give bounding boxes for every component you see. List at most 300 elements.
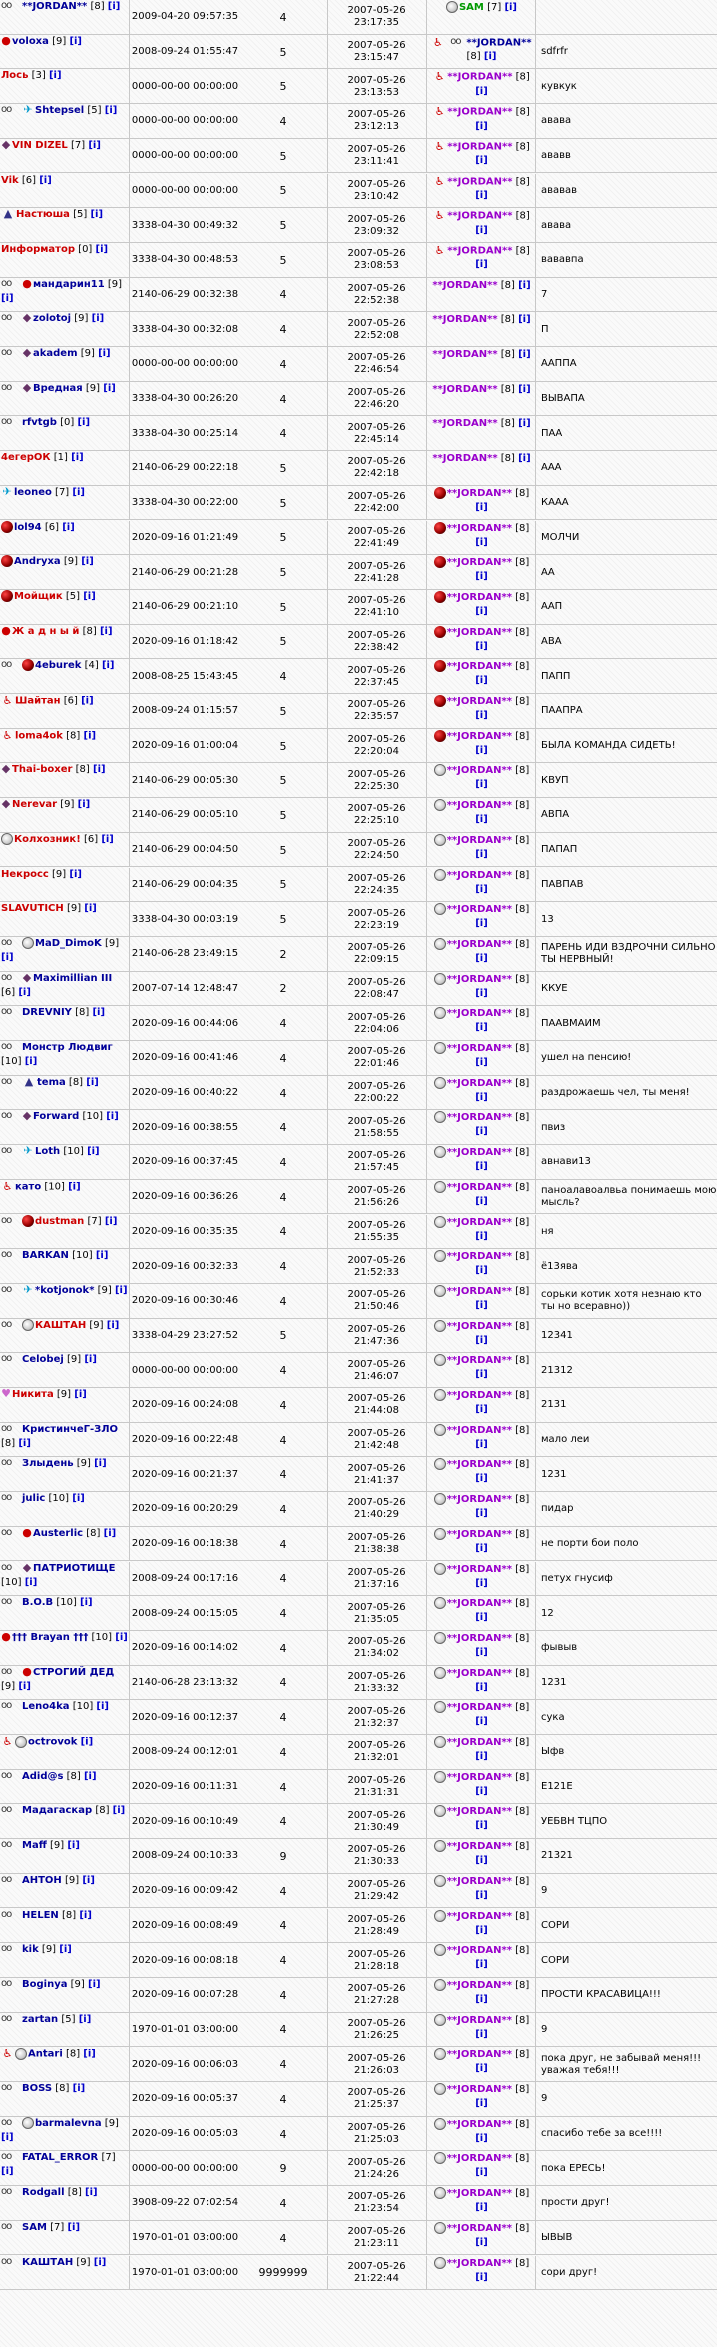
user-nick-link[interactable]: Thai-boxer [12,764,73,776]
user-nick-link[interactable]: **JORDAN** [22,1,88,12]
user-nick-link[interactable]: Adid@s [22,1770,64,1782]
user-info-link[interactable]: [i] [475,1681,488,1693]
user-nick-link[interactable]: Мойщик [14,590,63,602]
user-nick-link[interactable]: **JORDAN** [446,973,512,985]
user-nick-link[interactable]: **JORDAN** [446,1598,512,1610]
user-nick-link[interactable]: СТРОГИЙ ДЕД [33,1666,115,1678]
user-nick-link[interactable]: **JORDAN** [432,453,498,465]
user-info-link[interactable]: [i] [475,2167,488,2179]
user-nick-link[interactable]: Loth [35,1146,61,1158]
user-info-link[interactable]: [i] [80,1736,94,1748]
user-nick-link[interactable]: **JORDAN** [446,1841,512,1853]
user-nick-link[interactable]: **JORDAN** [446,487,512,499]
user-nick-link[interactable]: **JORDAN** [446,1910,512,1922]
user-info-link[interactable]: [i] [81,695,94,707]
user-info-link[interactable]: [i] [475,1785,488,1797]
user-info-link[interactable]: [i] [84,903,97,915]
user-nick-link[interactable]: Монстр Людвиг [22,1042,113,1053]
user-info-link[interactable]: [i] [71,452,84,464]
user-info-link[interactable]: [i] [24,1576,38,1588]
user-info-link[interactable]: [i] [77,417,91,429]
user-info-link[interactable]: [i] [475,1889,488,1901]
message-cell-text: ПАПАП [541,844,578,856]
user-nick-link[interactable]: **JORDAN** [446,1008,512,1020]
user-info-link[interactable]: [i] [475,1369,488,1381]
user-info-link[interactable]: [i] [88,139,101,151]
user-nick-link[interactable]: **JORDAN** [446,1355,512,1367]
user-info-link[interactable]: [i] [72,1493,85,1505]
user-info-link[interactable]: [i] [1,2131,14,2143]
user-nick-link[interactable]: **JORDAN** [446,1806,512,1818]
user-info-link[interactable]: [i] [81,556,94,568]
user-info-link[interactable]: [i] [98,348,111,359]
glasses-icon: oo [1,1665,12,1677]
sender-cell [0,1492,130,1527]
user-nick-link[interactable]: SAM [22,2221,47,2233]
user-nick-link[interactable]: voloxa [12,35,49,47]
user-info-link[interactable]: [i] [59,1944,72,1956]
user-info-link[interactable]: [i] [475,1612,488,1624]
sender-cell [0,2117,130,2152]
receiver-cell [426,1457,536,1492]
user-nick-link[interactable]: **JORDAN** [446,730,512,742]
user-info-link[interactable]: [i] [115,1631,128,1643]
user-nick-link[interactable]: **JORDAN** [446,1181,512,1193]
user-info-link[interactable]: [i] [82,1874,95,1886]
user-info-link[interactable]: [i] [103,382,116,394]
user-nick-link[interactable]: **JORDAN** [432,383,498,395]
user-nick-link[interactable]: **JORDAN** [446,522,512,534]
user-nick-link[interactable]: Никита [12,1389,54,1400]
user-info-link[interactable]: [i] [475,640,488,652]
user-info-link[interactable]: [i] [475,1091,488,1103]
user-info-link[interactable]: [i] [87,1146,100,1158]
wheel-icon: ♿ [432,35,443,49]
table-row [0,1978,717,2013]
user-info-link[interactable]: [i] [475,1751,488,1762]
user-info-link[interactable]: [i] [475,190,488,201]
user-nick-link[interactable]: Информатор [1,243,75,255]
user-nick-link[interactable]: Мадагаскар [22,1805,93,1817]
received-date-cell-text: 2007-05-26 22:38:42 [347,629,406,653]
user-info-link[interactable]: [i] [475,710,488,721]
user-nick-link[interactable]: akadem [33,348,78,359]
user-nick-link[interactable]: **JORDAN** [432,314,498,326]
user-nick-link[interactable]: **JORDAN** [446,2049,512,2061]
user-nick-link[interactable]: **JORDAN** [446,1875,512,1887]
user-info-link[interactable]: [i] [78,2013,92,2025]
user-nick-link[interactable]: Antari [28,2048,63,2060]
user-nick-link[interactable]: **JORDAN** [446,1285,512,1297]
user-info-link[interactable]: [i] [518,453,531,465]
user-nick-link[interactable]: **JORDAN** [446,1771,512,1783]
user-info-link[interactable]: [i] [475,1022,488,1034]
user-nick-link[interactable]: Austerlic [33,1527,84,1539]
user-info-link[interactable]: [i] [475,675,488,687]
user-nick-link[interactable]: **JORDAN** [446,557,512,569]
user-nick-link[interactable]: zolotoj [33,313,72,325]
user-nick-link[interactable]: Колхозник! [14,833,81,845]
user-nick-link[interactable]: ††† Brayan ††† [12,1631,89,1643]
user-nick-link[interactable]: КАШТАН [35,1319,87,1331]
glasses-icon: oo [1,2220,12,2232]
user-nick-link[interactable]: BARKAN [22,1250,69,1262]
user-info-link[interactable]: [i] [518,349,531,360]
user-nick-link[interactable]: dustman [35,1215,85,1227]
user-info-link[interactable]: [i] [88,1978,101,1990]
user-info-link[interactable]: [i] [475,883,488,895]
user-info-link[interactable]: [i] [99,625,113,637]
table-row [0,2256,717,2291]
receiver-cell [426,2013,536,2048]
user-nick-link[interactable]: **JORDAN** [446,2222,512,2234]
user-info-link[interactable]: [i] [24,1056,38,1067]
user-nick-link[interactable]: **JORDAN** [446,2257,512,2269]
sent-date-cell [131,729,239,764]
user-level: [8] [75,764,90,776]
user-nick-link[interactable]: Celobej [22,1354,64,1366]
user-nick-link[interactable]: **JORDAN** [446,1216,512,1228]
user-nick-link[interactable]: Maff [22,1840,47,1852]
user-nick-link[interactable]: DREVNIY [22,1007,72,1019]
user-nick-link[interactable]: BOSS [22,2083,53,2094]
message-cell-text: БЫЛА КОМАНДА СИДЕТЬ! [541,740,676,752]
user-nick-link[interactable]: Настюша [16,209,70,221]
user-info-link[interactable]: [i] [79,1909,92,1921]
user-info-link[interactable]: [i] [93,764,106,776]
user-info-link[interactable]: [i] [83,730,97,742]
received-date-cell [327,1666,425,1701]
message-cell-text: пвиз [541,1121,566,1133]
user-nick-link[interactable]: **JORDAN** [446,1979,512,1991]
user-nick-link[interactable]: Вредная [33,382,83,394]
user-nick-link[interactable]: Vik [1,174,19,186]
user-info-link[interactable]: [i] [475,1473,488,1485]
user-info-link[interactable]: [i] [518,383,531,395]
user-info-link[interactable]: [i] [475,2063,488,2075]
user-info-link[interactable]: [i] [83,1770,97,1782]
user-nick-link[interactable]: Maximillian III [33,972,113,984]
user-info-link[interactable]: [i] [518,418,531,430]
user-info-link[interactable]: [i] [84,1354,97,1366]
user-info-link[interactable]: [i] [475,1716,488,1728]
user-nick-link[interactable]: Шайтан [15,695,61,707]
sent-date-cell-text: 2020-09-16 00:40:22 [131,1087,239,1099]
user-info-link[interactable]: [i] [91,313,105,325]
user-nick-link[interactable]: мандарин11 [33,278,105,290]
user-nick-link[interactable]: **JORDAN** [447,245,513,257]
user-nick-link[interactable]: FATAL_ERROR [22,2152,99,2164]
user-info-link[interactable]: [i] [475,1542,488,1554]
user-nick-link[interactable]: **JORDAN** [446,1945,512,1957]
user-nick-link[interactable]: **JORDAN** [446,1390,512,1401]
user-info-link[interactable]: [i] [68,1181,81,1193]
sent-date-cell [131,763,239,798]
user-nick-link[interactable]: **JORDAN** [446,2118,512,2130]
user-info-link[interactable]: [i] [77,799,91,811]
user-info-link[interactable]: [i] [518,279,531,291]
user-nick-link[interactable]: Andryxa [14,556,61,568]
sent-date-cell-text: 2140-06-29 00:04:50 [131,844,239,856]
user-nick-link[interactable]: **JORDAN** [446,591,512,603]
smile-icon [434,1701,446,1713]
user-info-link[interactable]: [i] [475,744,488,756]
user-info-link[interactable]: [i] [475,224,488,236]
user-info-link[interactable]: [i] [101,833,114,845]
amount-cell [240,763,326,798]
user-nick-link[interactable]: zartan [22,2013,59,2025]
user-nick-link[interactable]: **JORDAN** [447,176,513,187]
user-nick-link[interactable]: rfvtgb [22,417,57,429]
sent-date-cell-text: 2140-06-29 00:05:10 [131,809,239,821]
user-nick-link[interactable]: **JORDAN** [446,2084,512,2095]
user-info-link[interactable]: [i] [92,1007,106,1019]
user-nick-link[interactable]: **JORDAN** [446,1702,512,1714]
user-info-link[interactable]: [i] [74,1389,87,1400]
user-nick-link[interactable]: като [15,1181,42,1193]
user-info-link[interactable]: [i] [86,1076,99,1088]
user-nick-link[interactable]: **JORDAN** [446,661,512,673]
user-nick-link[interactable]: **JORDAN** [446,800,512,812]
user-info-link[interactable]: [i] [475,1993,488,2005]
user-info-link[interactable]: [i] [104,105,118,117]
user-nick-link[interactable]: julic [22,1493,46,1505]
user-info-link[interactable]: [i] [104,1215,118,1227]
user-info-link[interactable]: [i] [475,1820,488,1832]
user-info-link[interactable]: [i] [475,1577,488,1589]
user-info-link[interactable]: [i] [475,1855,488,1867]
user-nick-link[interactable]: Boginya [22,1978,68,1990]
user-nick-link[interactable]: **JORDAN** [446,1563,512,1575]
user-nick-link[interactable]: **JORDAN** [432,349,498,360]
user-info-link[interactable]: [i] [475,1161,488,1173]
user-nick-link[interactable]: tema [37,1076,66,1088]
user-nick-link[interactable]: octrovok [28,1736,78,1748]
user-nick-link[interactable]: **JORDAN** [446,1320,512,1332]
user-nick-link[interactable]: **JORDAN** [446,1494,512,1506]
user-info-link[interactable]: [i] [62,521,75,533]
user-nick-link[interactable]: **JORDAN** [446,1112,512,1124]
user-info-link[interactable]: [i] [67,1840,80,1852]
user-nick-link[interactable]: **JORDAN** [446,2188,512,2200]
user-nick-link[interactable]: **JORDAN** [446,1147,512,1159]
user-info-link[interactable]: [i] [504,2,518,13]
user-info-link[interactable]: [i] [1,292,14,304]
amount-cell [240,2256,326,2291]
user-info-link[interactable]: [i] [83,2048,96,2060]
user-nick-link[interactable]: Shtepsel [35,105,85,117]
user-nick-link[interactable]: Nerevar [12,799,58,811]
user-level: [9] [56,1389,72,1400]
user-nick-link[interactable]: **JORDAN** [446,1424,512,1436]
user-info-link[interactable]: [i] [1,951,14,963]
user-info-link[interactable]: [i] [475,1299,488,1311]
user-nick-link[interactable]: kik [22,1944,39,1956]
message-cell-text: 1231 [541,1676,567,1688]
user-nick-link[interactable]: **JORDAN** [446,1459,512,1471]
user-info-link[interactable]: [i] [475,918,488,930]
user-info-link[interactable]: [i] [475,1195,488,1207]
user-info-link[interactable]: [i] [475,987,488,999]
user-nick-link[interactable]: КристинчеГ-ЗЛО [22,1423,119,1435]
user-info-link[interactable]: [i] [475,536,488,548]
user-info-link[interactable]: [i] [96,1701,109,1713]
user-info-link[interactable]: [i] [95,1250,109,1262]
user-info-link[interactable]: [i] [475,1057,488,1068]
user-nick-link[interactable]: Злыдень [22,1458,74,1470]
user-nick-link[interactable]: VIN DIZEL [12,139,68,151]
user-info-link[interactable]: [i] [475,1126,488,1138]
user-info-link[interactable]: [i] [475,259,488,271]
user-nick-link[interactable]: 4eburek [35,660,82,672]
user-nick-link[interactable]: **JORDAN** [446,1667,512,1679]
user-nick-link[interactable]: **JORDAN** [447,106,513,118]
user-info-link[interactable]: [i] [475,1265,488,1277]
user-nick-link[interactable]: АНТОН [22,1874,62,1886]
user-info-link[interactable]: [i] [475,1230,488,1242]
user-info-link[interactable]: [i] [39,174,52,186]
user-info-link[interactable]: [i] [90,209,104,221]
user-nick-link[interactable]: **JORDAN** [447,141,513,153]
user-nick-link[interactable]: *kotjonok* [35,1284,95,1296]
user-nick-link[interactable]: **JORDAN** [446,626,512,638]
amount-cell-text: 5 [279,566,287,580]
user-info-link[interactable]: [i] [112,1805,126,1817]
user-info-link[interactable]: [i] [475,2202,488,2214]
user-nick-link[interactable]: **JORDAN** [446,2153,512,2165]
user-nick-link[interactable]: **JORDAN** [447,210,513,222]
user-nick-link[interactable]: barmalevna [35,2117,102,2129]
user-nick-link[interactable]: B.O.B [22,1597,54,1609]
user-nick-link[interactable]: **JORDAN** [446,1528,512,1540]
user-info-link[interactable]: [i] [475,1959,488,1971]
user-info-link[interactable]: [i] [72,2083,86,2094]
user-info-link[interactable]: [i] [475,2271,488,2283]
table-row [0,2082,717,2117]
user-nick-link[interactable]: **JORDAN** [446,1077,512,1089]
user-nick-link[interactable]: **JORDAN** [446,869,512,881]
user-info-link[interactable]: [i] [69,35,83,47]
user-nick-link[interactable]: Leno4ka [22,1701,70,1713]
user-info-link[interactable]: [i] [475,605,488,617]
user-info-link[interactable]: [i] [475,85,488,97]
user-nick-link[interactable]: ПАТРИОТИЩЕ [33,1562,116,1574]
glasses-icon: oo [1,104,12,116]
user-info-link[interactable]: [i] [18,986,31,998]
user-info-link[interactable]: [i] [101,660,115,672]
user-nick-link[interactable]: loma4ok [15,730,63,742]
user-nick-link[interactable]: **JORDAN** [446,1251,512,1263]
drop-icon: ● [1,34,11,47]
user-info-link[interactable]: [i] [106,1319,120,1331]
user-info-link[interactable]: [i] [103,1527,117,1539]
user-info-link[interactable]: [i] [83,590,96,602]
user-nick-link[interactable]: Forward [33,1111,80,1123]
user-nick-link[interactable]: lol94 [14,521,42,533]
user-info-link[interactable]: [i] [18,1437,31,1449]
user-nick-link[interactable]: **JORDAN** [446,765,512,777]
user-nick-link[interactable]: Rodgall [22,2187,65,2199]
user-info-link[interactable]: [i] [475,155,488,167]
user-info-link[interactable]: [i] [475,1334,488,1346]
user-level: [8] [515,1216,530,1228]
user-info-link[interactable]: [i] [475,2236,488,2248]
user-info-link[interactable]: [i] [95,243,109,255]
glasses-icon: oo [1,1943,12,1955]
user-nick-link[interactable]: HELEN [22,1909,59,1921]
user-info-link[interactable]: [i] [475,1508,488,1520]
user-info-link[interactable]: [i] [107,1,121,12]
user-nick-link[interactable]: **JORDAN** [446,834,512,846]
sender-cell [0,1631,130,1666]
user-info-link[interactable]: [i] [475,1646,488,1658]
user-info-link[interactable]: [i] [67,2221,81,2233]
user-info-link[interactable]: [i] [85,2187,98,2199]
user-info-link[interactable]: [i] [475,501,488,513]
user-info-link[interactable]: [i] [475,814,488,826]
user-info-link[interactable]: [i] [72,486,85,498]
user-nick-link[interactable]: **JORDAN** [466,37,532,49]
user-nick-link[interactable]: **JORDAN** [446,1632,512,1644]
user-info-link[interactable]: [i] [475,571,488,583]
user-info-link[interactable]: [i] [475,2132,488,2144]
user-nick-link[interactable]: **JORDAN** [432,279,498,291]
user-nick-link[interactable]: **JORDAN** [446,904,512,916]
user-info-link[interactable]: [i] [69,868,82,880]
user-nick-link[interactable]: **JORDAN** [446,1737,512,1748]
user-nick-link[interactable]: **JORDAN** [446,938,512,950]
message-cell [537,2082,717,2117]
user-nick-link[interactable]: 4егерОК [1,452,51,464]
user-info-link[interactable]: [i] [94,1458,107,1470]
user-info-link[interactable]: [i] [114,1284,128,1296]
user-nick-link[interactable]: SAM [458,2,484,13]
user-info-link[interactable]: [i] [475,952,488,964]
user-info-link[interactable]: [i] [1,2166,14,2178]
user-info-link[interactable]: [i] [518,314,531,326]
user-nick-link[interactable]: **JORDAN** [446,1043,512,1054]
user-info-link[interactable]: [i] [18,1680,31,1692]
user-nick-link[interactable]: Лось [1,70,29,82]
table-row [0,1353,717,1388]
user-info-link[interactable]: [i] [475,1924,488,1936]
user-info-link[interactable]: [i] [475,2098,488,2109]
user-nick-link[interactable]: **JORDAN** [432,418,498,430]
user-info-link[interactable]: [i] [48,70,62,82]
user-info-link[interactable]: [i] [93,2256,107,2268]
user-info-link[interactable]: [i] [106,1111,119,1123]
user-nick-link[interactable]: MaD_DimoK [35,937,102,949]
user-nick-link[interactable]: SLAVUTICH [1,903,64,915]
user-info-link[interactable]: [i] [475,1404,488,1415]
user-info-link[interactable]: [i] [475,779,488,791]
user-info-link[interactable]: [i] [475,848,488,860]
user-info-link[interactable]: [i] [475,1438,488,1450]
user-info-link[interactable]: [i] [475,2028,488,2040]
user-nick-link[interactable]: Некросс [1,868,49,880]
user-info-link[interactable]: [i] [80,1597,93,1609]
user-nick-link[interactable]: Ж а д н ы й [12,625,80,637]
table-row [0,1527,717,1562]
user-nick-link[interactable]: **JORDAN** [447,71,513,83]
user-info-link[interactable]: [i] [475,120,488,132]
user-nick-link[interactable]: **JORDAN** [446,2014,512,2026]
smile-icon [434,1667,446,1679]
user-info-link[interactable]: [i] [483,51,497,63]
user-nick-link[interactable]: leoneo [14,486,52,498]
user-nick-link[interactable]: **JORDAN** [446,696,512,707]
user-nick-link[interactable]: КАШТАН [22,2256,74,2268]
